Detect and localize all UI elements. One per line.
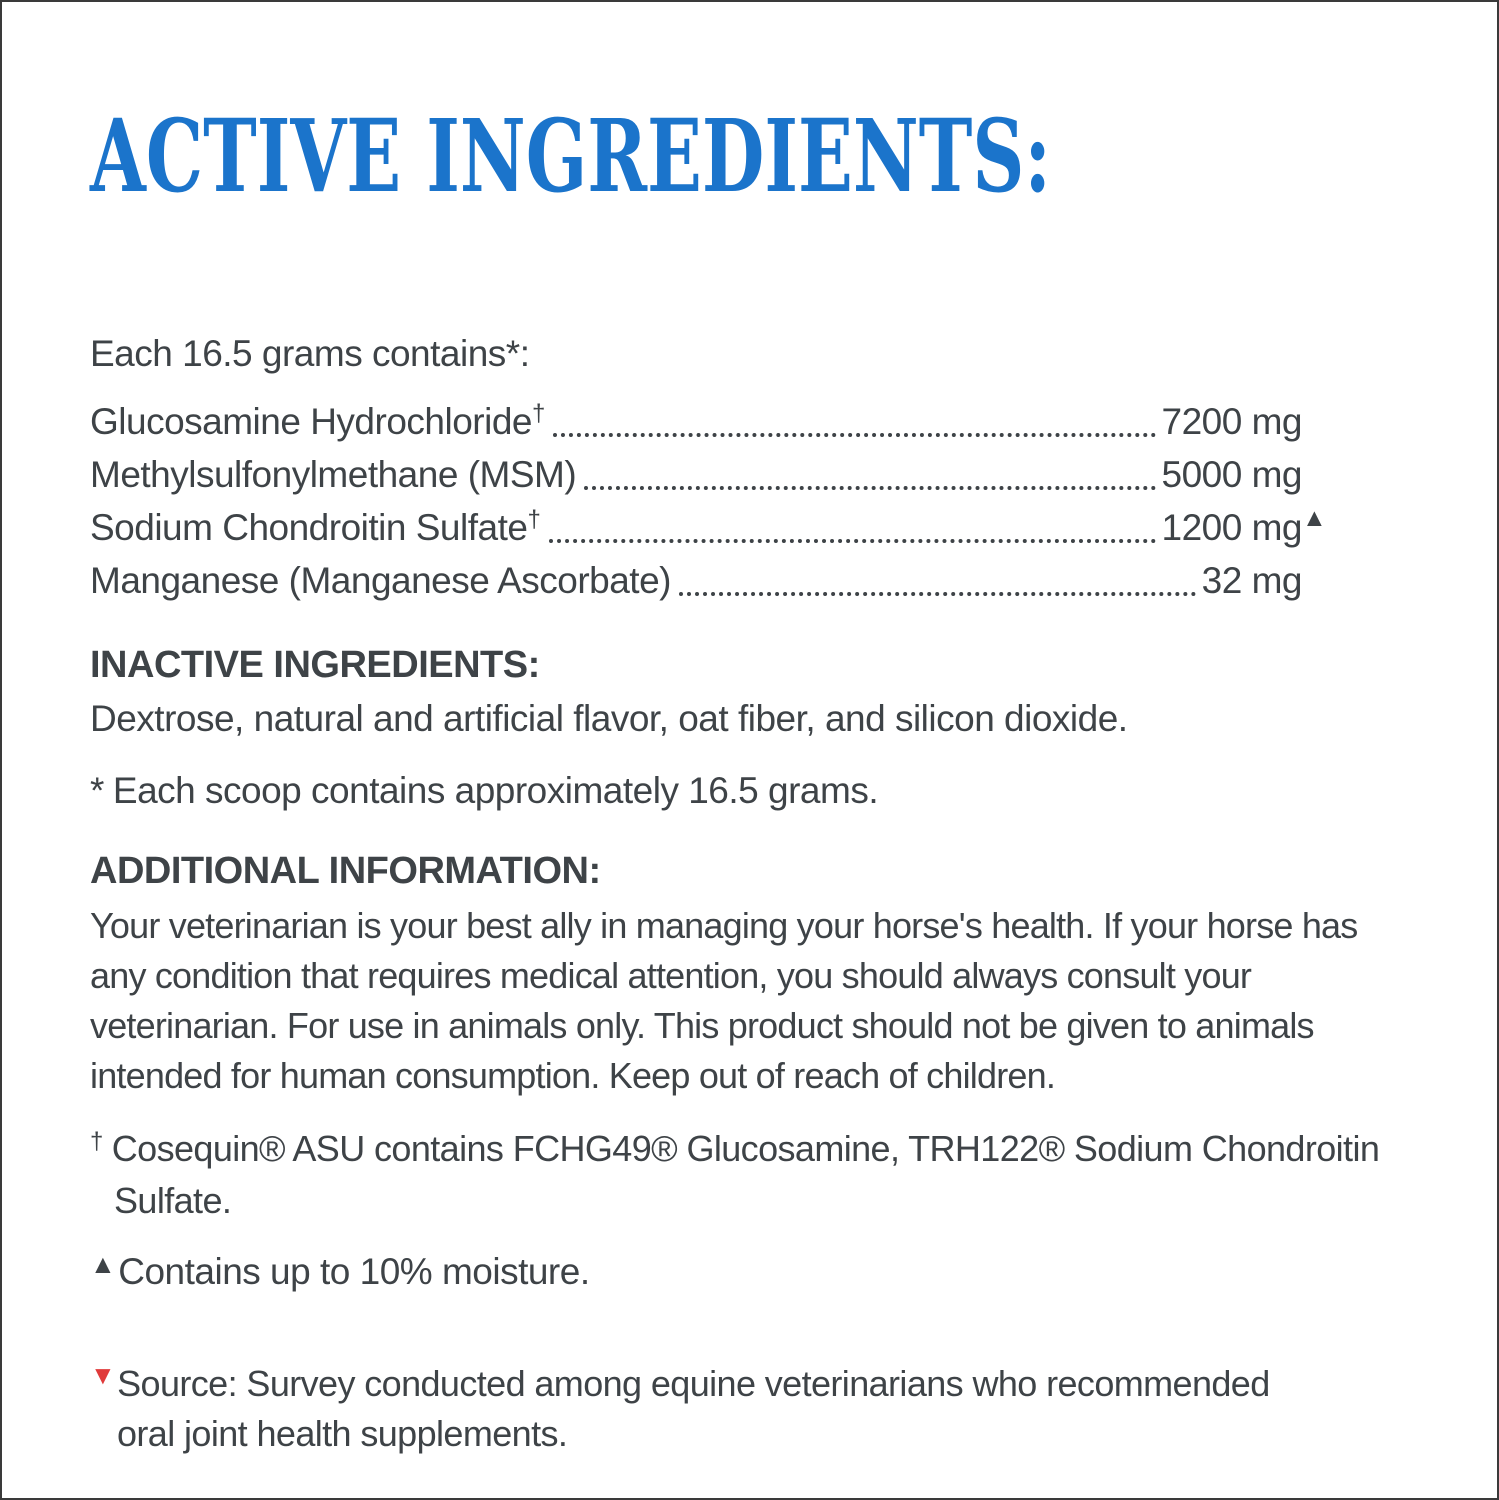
- moisture-footnote: [90, 1251, 1497, 1293]
- dagger-symbol: †: [531, 400, 546, 427]
- ingredient-amount: [1202, 558, 1302, 604]
- active-ingredients-list: [90, 399, 1327, 604]
- additional-information-section: [90, 850, 1497, 1101]
- dagger-footnote: [90, 1123, 1459, 1227]
- inactive-ingredients-text: Dextrose, natural and artificial flavor, oat fiber, and silicon dioxide.: [90, 698, 1128, 739]
- additional-information-text: Your veterinarian is your best ally in managing your horse's health. If your horse has any condition that requires medical attention, you should always consult your veterinarian. For use in animals only. This product should not be given to animals intended for human consumption. Keep out of reach of children.: [90, 905, 1358, 1096]
- ingredient-amount: [1162, 452, 1303, 498]
- inactive-ingredients-heading: INACTIVE INGREDIENTS:: [90, 644, 540, 686]
- ingredient-amount: 1200 mg▲: [1161, 504, 1327, 548]
- ingredient-name: [90, 558, 671, 604]
- ingredient-amount-text: 32 mg: [1201, 560, 1302, 601]
- ingredient-row: [90, 504, 1327, 551]
- scoop-footnote-text: Each scoop contains approximately 16.5 grams.: [112, 770, 879, 811]
- dot-leader: [549, 539, 1156, 543]
- source-footnote: [90, 1359, 1327, 1459]
- moisture-footnote-text: Contains up to 10% moisture.: [118, 1251, 590, 1292]
- ingredient-name: [90, 505, 541, 551]
- ingredient-row: [90, 558, 1302, 604]
- dot-leader: [584, 486, 1155, 490]
- additional-information-heading: ADDITIONAL INFORMATION:: [90, 850, 601, 892]
- dagger-footnote-text: Cosequin® ASU contains FCHG49® Glucosamine, TRH122® Sodium Chondroitin Sulfate.: [111, 1128, 1380, 1221]
- triangle-down-marker: ▼: [90, 1360, 116, 1390]
- ingredient-amount-text: 5000 mg: [1161, 454, 1302, 495]
- dagger-symbol: †: [527, 506, 541, 533]
- serving-size-line: Each 16.5 grams contains*:: [90, 333, 530, 374]
- ingredient-name-text: Manganese (Manganese Ascorbate): [90, 560, 671, 601]
- ingredient-name-text: Glucosamine Hydrochloride: [90, 401, 532, 442]
- ingredient-name-text: Sodium Chondroitin Sulfate: [90, 507, 528, 548]
- dot-leader: [553, 433, 1155, 437]
- dot-leader: [679, 592, 1196, 596]
- asterisk-marker: *: [90, 770, 104, 811]
- ingredient-row: [90, 399, 1302, 445]
- ingredient-name: [90, 399, 545, 445]
- ingredient-amount: [1162, 399, 1303, 445]
- ingredient-row: [90, 452, 1302, 498]
- ingredient-name-text: Methylsulfonylmethane (MSM): [90, 454, 577, 495]
- page-title: ACTIVE INGREDIENTS:: [90, 97, 1051, 215]
- source-footnote-text: Source: Survey conducted among equine veterinarians who recommended oral joint health supplements.: [117, 1363, 1270, 1454]
- dagger-marker: †: [90, 1128, 103, 1155]
- ingredient-amount-text: 7200 mg: [1161, 401, 1302, 442]
- ingredient-amount-text: 1200 mg: [1161, 507, 1302, 548]
- inactive-ingredients-section: [90, 644, 1497, 740]
- triangle-up-marker: ▲: [90, 1249, 116, 1279]
- scoop-footnote: [90, 770, 1497, 812]
- ingredient-name: [90, 452, 576, 498]
